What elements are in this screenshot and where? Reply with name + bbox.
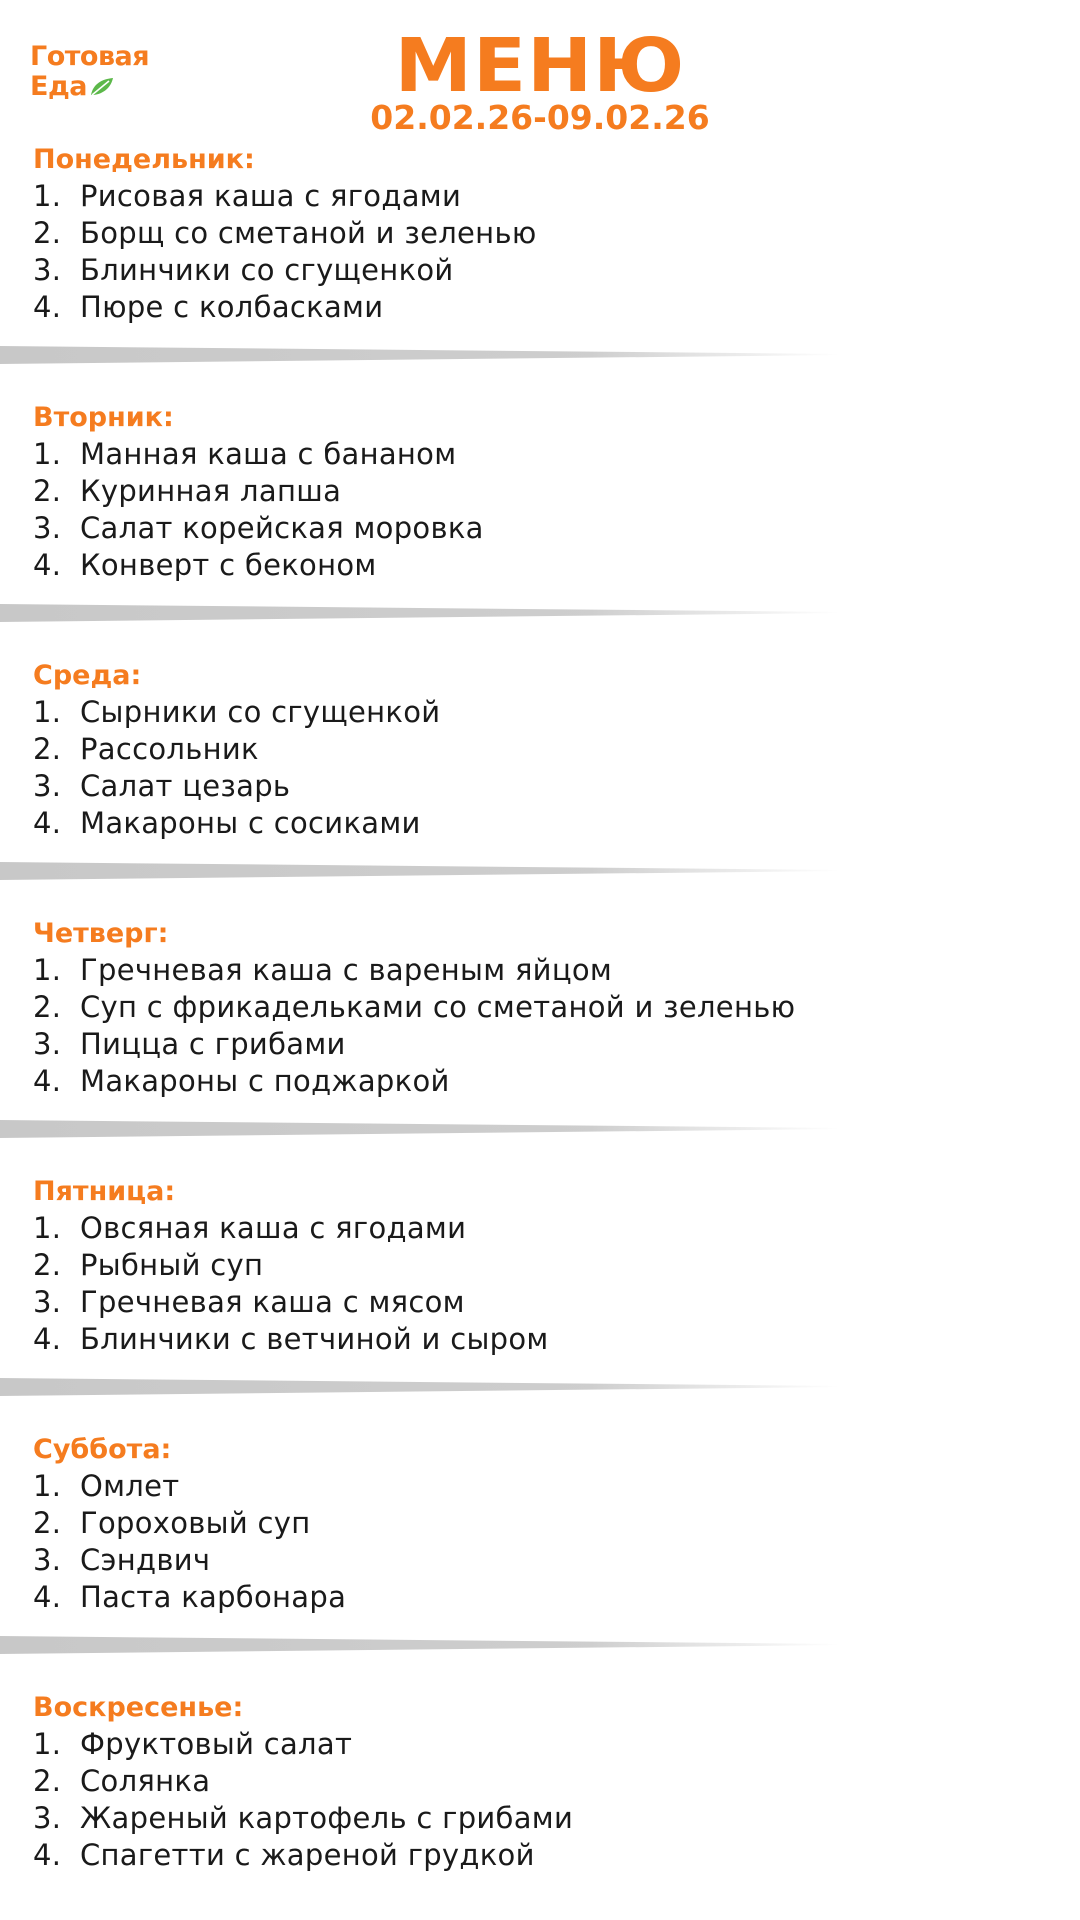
dish-number: 4.: [33, 1322, 62, 1356]
dish-item: [33, 768, 1033, 805]
dish-name: Блинчики со сгущенкой: [80, 253, 454, 287]
dish-name: Пюре с колбасками: [80, 290, 384, 324]
dish-name: Суп с фрикадельками со сметаной и зеленью: [80, 990, 796, 1024]
dish-name: Манная каша с бананом: [80, 437, 457, 471]
dish-list: [33, 436, 1033, 584]
dish-name: Макароны с поджаркой: [80, 1064, 450, 1098]
dish-number: 3.: [33, 253, 62, 287]
day-title: Пятница:: [33, 1176, 176, 1207]
day-section: [33, 142, 1033, 326]
dish-name: Конверт с беконом: [80, 548, 377, 582]
dish-number: 3.: [33, 769, 62, 803]
dish-name: Гречневая каша с вареным яйцом: [80, 953, 613, 987]
date-range: 02.02.26-09.02.26: [370, 98, 710, 137]
dish-name: Овсяная каша с ягодами: [80, 1211, 467, 1245]
dish-number: 1.: [33, 437, 62, 471]
dish-item: [33, 1247, 1033, 1284]
day-title: Суббота:: [33, 1434, 172, 1465]
dish-item: [33, 1468, 1033, 1505]
day-title: Понедельник:: [33, 144, 255, 175]
day-section: [33, 658, 1033, 842]
day-section: [33, 1432, 1033, 1616]
dish-list: [33, 952, 1033, 1100]
dish-number: 4.: [33, 1580, 62, 1614]
dish-name: Пицца с грибами: [80, 1027, 346, 1061]
dish-number: 3.: [33, 1285, 62, 1319]
dish-item: [33, 731, 1033, 768]
dish-number: 2.: [33, 216, 62, 250]
dish-number: 3.: [33, 511, 62, 545]
dish-item: [33, 989, 1033, 1026]
dish-number: 1.: [33, 695, 62, 729]
dish-item: [33, 1321, 1033, 1358]
dish-number: 2.: [33, 1506, 62, 1540]
section-divider: [0, 1378, 840, 1396]
dish-item: [33, 436, 1033, 473]
day-title: Четверг:: [33, 918, 169, 949]
dish-name: Гороховый суп: [80, 1506, 311, 1540]
dish-name: Куринная лапша: [80, 474, 342, 508]
dish-list: [33, 178, 1033, 326]
section-divider: [0, 346, 840, 364]
dish-item: [33, 178, 1033, 215]
dish-list: [33, 694, 1033, 842]
day-section: [33, 400, 1033, 584]
dish-item: [33, 952, 1033, 989]
dish-list: [33, 1210, 1033, 1358]
dish-number: 2.: [33, 474, 62, 508]
dish-name: Спагетти с жареной грудкой: [80, 1838, 535, 1872]
section-divider: [0, 862, 840, 880]
dish-name: Солянка: [80, 1764, 211, 1798]
dish-name: Рыбный суп: [80, 1248, 264, 1282]
dish-item: [33, 289, 1033, 326]
dish-name: Фруктовый салат: [80, 1727, 353, 1761]
section-divider: [0, 1636, 840, 1654]
dish-name: Сэндвич: [80, 1543, 211, 1577]
dish-item: [33, 1542, 1033, 1579]
dish-number: 4.: [33, 1064, 62, 1098]
dish-item: [33, 1210, 1033, 1247]
dish-name: Жареный картофель с грибами: [80, 1801, 574, 1835]
brand-line-1: Готовая: [30, 41, 150, 72]
day-title: Воскресенье:: [33, 1692, 244, 1723]
day-section: [33, 1690, 1033, 1874]
dish-name: Блинчики с ветчиной и сыром: [80, 1322, 549, 1356]
dish-number: 1.: [33, 1727, 62, 1761]
dish-item: [33, 1026, 1033, 1063]
dish-item: [33, 1837, 1033, 1874]
dish-name: Гречневая каша с мясом: [80, 1285, 465, 1319]
dish-number: 2.: [33, 990, 62, 1024]
dish-number: 1.: [33, 1469, 62, 1503]
dish-item: [33, 473, 1033, 510]
dish-name: Салат цезарь: [80, 769, 291, 803]
dish-name: Сырники со сгущенкой: [80, 695, 441, 729]
dish-item: [33, 1726, 1033, 1763]
section-divider: [0, 1120, 840, 1138]
dish-number: 4.: [33, 1838, 62, 1872]
dish-item: [33, 1284, 1033, 1321]
dish-item: [33, 1800, 1033, 1837]
dish-item: [33, 805, 1033, 842]
dish-item: [33, 510, 1033, 547]
dish-item: [33, 547, 1033, 584]
dish-number: 3.: [33, 1027, 62, 1061]
dish-name: Рассольник: [80, 732, 259, 766]
dish-list: [33, 1726, 1033, 1874]
dish-number: 2.: [33, 1248, 62, 1282]
dish-number: 1.: [33, 953, 62, 987]
dish-item: [33, 1505, 1033, 1542]
dish-number: 2.: [33, 1764, 62, 1798]
dish-name: Борщ со сметаной и зеленью: [80, 216, 537, 250]
dish-item: [33, 1063, 1033, 1100]
dish-number: 4.: [33, 290, 62, 324]
dish-number: 3.: [33, 1801, 62, 1835]
dish-name: Салат корейская моровка: [80, 511, 484, 545]
day-section: [33, 916, 1033, 1100]
dish-number: 1.: [33, 179, 62, 213]
dish-item: [33, 1579, 1033, 1616]
dish-list: [33, 1468, 1033, 1616]
dish-item: [33, 1763, 1033, 1800]
day-section: [33, 1174, 1033, 1358]
dish-item: [33, 252, 1033, 289]
day-title: Среда:: [33, 660, 142, 691]
dish-number: 4.: [33, 548, 62, 582]
dish-number: 4.: [33, 806, 62, 840]
section-divider: [0, 604, 840, 622]
page-title: МЕНЮ: [394, 23, 686, 109]
day-title: Вторник:: [33, 402, 174, 433]
dish-number: 1.: [33, 1211, 62, 1245]
dish-item: [33, 215, 1033, 252]
dish-number: 3.: [33, 1543, 62, 1577]
dish-item: [33, 694, 1033, 731]
dish-name: Рисовая каша с ягодами: [80, 179, 462, 213]
dish-name: Паста карбонара: [80, 1580, 347, 1614]
menu-header: [0, 23, 1080, 137]
dish-name: Омлет: [80, 1469, 180, 1503]
dish-name: Макароны с сосиками: [80, 806, 421, 840]
dish-number: 2.: [33, 732, 62, 766]
brand-line-2-text: Еда: [30, 71, 87, 102]
